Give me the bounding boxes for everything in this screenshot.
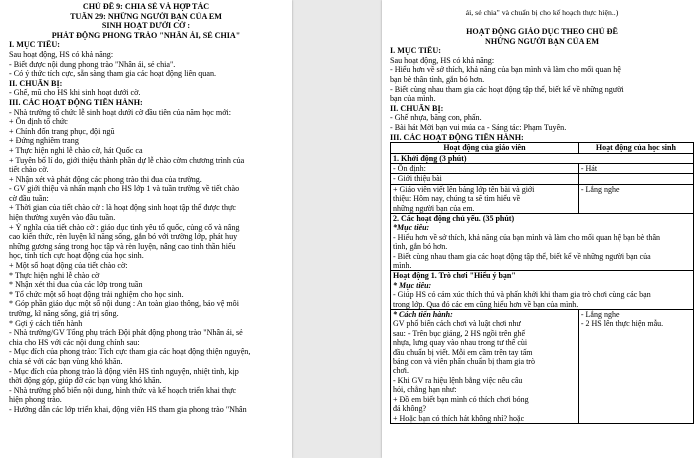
text-line: + Nhận xét và phát động các phong trào thi đua của trường. xyxy=(9,174,202,184)
section-heading: CHỦ ĐỀ 9: CHIA SẺ VÀ HỢP TÁC xyxy=(82,2,210,11)
cell-text: * Cách tiến hành: xyxy=(393,310,453,320)
text-line: + Thời gian của tiết chào cờ : là hoạt động sinh hoạt tập thể được thực xyxy=(9,203,236,213)
text-line: * Góp phần giáo dục một số nội dung : An toàn giao thông, bảo vệ môi xyxy=(9,299,239,309)
cell-text: thiệu: Hôm nay, chúng ta sẽ tìm hiểu về xyxy=(393,194,521,204)
text-line: tiết chào cờ. xyxy=(9,165,49,175)
document-page-right xyxy=(382,0,700,458)
teacher-cell xyxy=(391,174,579,184)
continued-line: ái, sẻ chia" và chuẩn bị cho kế hoạch thực hiện..) xyxy=(465,8,619,17)
text-line: * Nhận xét thi đua của các lớp trong tuần xyxy=(9,280,143,290)
text-line: cờ đầu tuần: xyxy=(9,193,49,203)
table-row xyxy=(391,310,694,424)
text-line: - Có ý thức tích cực, sẵn sàng tham gia các hoạt động liên quan. xyxy=(9,69,217,79)
cell-text: chơi. xyxy=(393,366,410,376)
cell-text: - Ổn định: xyxy=(393,163,426,173)
text-line: * Thực hiện nghi lễ chào cờ xyxy=(9,270,100,280)
cell-text: đá không? xyxy=(393,404,427,414)
cell-text xyxy=(581,174,691,183)
text-line: mình. xyxy=(393,261,412,270)
text-line: chia sẻ với các bạn vùng khó khăn. xyxy=(9,356,123,366)
text-line: - GV giới thiệu và nhấn mạnh cho HS lớp 1 và tuần trường về tiết chào xyxy=(9,184,240,194)
text-line: - Nhà trường phổ biến nội dung, hình thức và kế hoạch triển khai thực xyxy=(9,385,237,395)
text-line: + Một số hoạt động của tiết chào cờ: xyxy=(9,261,128,271)
text-line: * Gợi ý cách tiến hành xyxy=(9,318,83,328)
cell-text: + Hoặc bạn có thích hát không nhỉ? hoặc xyxy=(393,413,525,423)
section-heading: II. CHUẨN BỊ: xyxy=(390,103,444,113)
text-line: - Nhà trường tổ chức lễ sinh hoạt dưới cờ đầu tiên của năm học mới: xyxy=(9,107,232,117)
student-cell xyxy=(578,174,693,184)
table-row xyxy=(391,184,694,213)
text-line: Sau hoạt động, HS có khả năng: xyxy=(9,49,114,59)
cell-text: nhựa, lưng quay vào nhau trong tư thế cùi xyxy=(393,338,528,348)
text-line: những gương sáng trong học tập và rèn luyện, nâng cao tinh thần hiếu xyxy=(9,241,236,251)
cell-text: hỏi, chẳng hạn như: xyxy=(393,385,457,395)
text-line: - Hiểu hơn về sở thích, khả năng của bạn mình và làm cho mối quan hệ bạn bè thân xyxy=(393,232,661,242)
student-cell xyxy=(578,310,693,424)
text-line: - Nhà trường/GV Tổng phụ trách Đội phát động phong trào "Nhân ái, sẻ xyxy=(9,328,243,338)
text-line: - Giúp HS có cảm xúc thích thú và phấn khởi khi tham gia trò chơi cùng các bạn xyxy=(393,290,651,300)
student-column-header: Hoạt động của học sinh xyxy=(578,143,693,153)
text-line: - Biết cùng nhau tham gia các hoạt động tập thể, biết kể về những người bạn của xyxy=(393,251,651,261)
cell-text: + Giáo viên viết lên bảng lớp tên bài và giới xyxy=(393,184,535,194)
text-line: thời động góp, giúp đỡ các bạn vùng khó khăn. xyxy=(9,376,162,386)
cell-text: - Lắng nghe xyxy=(580,184,620,194)
activity-table xyxy=(390,142,694,424)
student-cell xyxy=(578,163,693,173)
text-line: trường, kĩ năng sống, giá trị sống. xyxy=(9,309,119,318)
text-line: chia cho HS với các nội dung chính sau: xyxy=(9,337,140,347)
text-line: *Mục tiêu: xyxy=(393,223,430,233)
document-page-left xyxy=(0,0,292,458)
cell-text: GV phổ biến cách chơi và luật chơi như xyxy=(393,319,521,329)
text-line: - Mục đích của phong trào là động viên HS tình nguyện, nhiệt tình, kịp xyxy=(9,366,239,376)
cell-text: những người bạn của em. xyxy=(393,203,475,213)
text-line: + Tuyên bố lí do, giới thiệu thành phần dự lễ chào cờm chương trình của xyxy=(9,155,245,165)
section-heading: III. CÁC HOẠT ĐỘNG TIẾN HÀNH: xyxy=(390,132,524,142)
cell-text: - 2 HS lên thực hiện mẫu. xyxy=(580,319,664,329)
table-cell xyxy=(391,271,694,310)
table-row xyxy=(391,271,694,310)
text-line: 1. Khởi động (3 phút) xyxy=(393,153,467,163)
page2-body xyxy=(390,46,694,142)
teacher-column-header: Hoạt động của giáo viên xyxy=(391,143,579,153)
text-line: học, tính tích cực hoạt động của học sinh. xyxy=(9,251,144,261)
table-row xyxy=(391,213,694,270)
text-line: + Thực hiện nghi lễ chào cờ, hát Quốc ca xyxy=(9,145,143,155)
text-line: 2. Các hoạt động chủ yếu. (35 phút) xyxy=(393,213,515,223)
table-cell xyxy=(391,213,694,270)
text-line: - Biết được nội dung phong trào "Nhân ái, sẻ chia". xyxy=(9,59,176,69)
cell-text: - Lắng nghe xyxy=(580,310,620,320)
text-line: Sau hoạt động, HS có khả năng: xyxy=(390,55,495,65)
teacher-cell xyxy=(391,184,579,213)
cell-text: - Hát xyxy=(580,163,598,173)
cell-text: - Khi GV ra hiệu lệnh bằng việc nêu câu xyxy=(393,375,523,385)
cell-text: đầu chuẩn bị viết. Mỗi em cầm trên tay tấm xyxy=(393,347,533,357)
cell-text: sau: - Trên bục giảng, 2 HS ngồi trên ghế xyxy=(393,328,525,338)
text-line: trong lớp. Qua đó các em cũng hiểu hơn về bạn của mình. xyxy=(393,299,579,309)
section-heading: I. MỤC TIÊU: xyxy=(9,40,60,50)
text-line: - Mục đích của phong trào: Tích cực tham gia các hoạt động thiện nguyện, xyxy=(9,347,251,357)
cell-text: + Đồ em biết bạn mình có thích chơi bóng xyxy=(393,394,529,404)
teacher-cell xyxy=(391,310,579,424)
section-heading: TUẦN 29: NHỮNG NGƯỜI BẠN CỦA EM xyxy=(70,11,222,21)
text-line: - Hướng dẫn các lớp triển khai, động viên HS tham gia phong trào "Nhân xyxy=(9,404,247,414)
text-line: * Mục tiêu: xyxy=(393,280,432,290)
text-line: hiện thường xuyên vào đầu tuần. xyxy=(9,213,116,223)
section-heading: II. CHUẨN BỊ: xyxy=(9,78,63,88)
text-line: bạn bè thân tình, gắn bó hơn. xyxy=(390,74,485,84)
table-row xyxy=(391,174,694,184)
text-line: + Đứng nghiêm trang xyxy=(9,136,79,146)
section-heading: SINH HOẠT DƯỚI CỜ : xyxy=(101,21,191,31)
table-row xyxy=(391,153,694,163)
section-heading: PHÁT ĐỘNG PHONG TRÀO "NHÂN ÁI, SẺ CHIA" xyxy=(51,30,241,40)
text-line: + Ý nghĩa của tiết chào cờ : giáo dục tình yêu tổ quốc, củng cố và nâng xyxy=(9,222,240,232)
table-cell xyxy=(391,153,694,163)
cell-text: bảng con và viên phấn chuẩn bị tham gia trò xyxy=(393,357,535,367)
text-line: + Chỉnh đốn trang phục, đội ngũ xyxy=(9,126,115,136)
text-line: * Tổ chức một số hoạt động trải nghiệm cho học sinh. xyxy=(9,289,184,299)
page2-subtitle: NHỮNG NGƯỜI BẠN CỦA EM xyxy=(484,36,600,46)
text-line: - Biết cùng nhau tham gia các hoạt động tập thể, biết kể về những người xyxy=(390,84,624,94)
text-line: cao kiến thức, rèn luyện kĩ năng sống, gắn bó với trường lớp, phát huy xyxy=(9,232,238,242)
page2-title: HOẠT ĐỘNG GIÁO DỤC THEO CHỦ ĐỀ xyxy=(466,27,618,36)
section-heading: I. MỤC TIÊU: xyxy=(390,46,441,56)
text-line: - Hiểu hơn về sở thích, khả năng của bạn mình và làm cho mối quan hệ xyxy=(390,65,621,75)
text-line: - Ghế, mũ cho HS khi sinh hoạt dưới cờ. xyxy=(9,88,141,98)
text-line: tình, gắn bó hơn. xyxy=(393,242,448,252)
section-heading: III. CÁC HOẠT ĐỘNG TIẾN HÀNH: xyxy=(9,97,143,107)
text-line: Hoạt động 1. Trò chơi "Hiểu ý bạn" xyxy=(393,271,516,281)
cell-text: - Giới thiệu bài xyxy=(393,174,442,184)
text-line: - Bài hát Mời bạn vui múa ca - Sáng tác: Phạm Tuyên. xyxy=(390,122,567,132)
teacher-cell xyxy=(391,163,579,173)
text-line: + Ổn định tổ chức xyxy=(9,117,68,127)
text-line: hiện phong trào. xyxy=(9,395,62,405)
text-line: bạn của mình. xyxy=(390,94,436,104)
text-line: - Ghế nhựa, băng con, phấn. xyxy=(390,113,482,123)
table-row xyxy=(391,163,694,173)
student-cell xyxy=(578,184,693,213)
